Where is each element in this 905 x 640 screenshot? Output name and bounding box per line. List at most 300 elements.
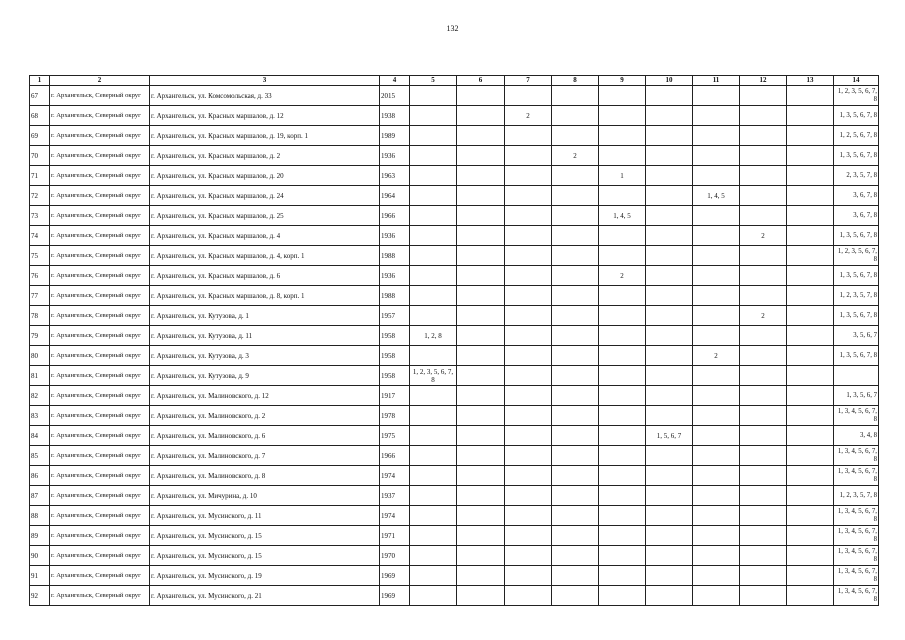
column-14-cell: 1, 3, 5, 6, 7, 8 [834, 226, 879, 246]
column-12-cell [740, 326, 787, 346]
column-9-cell [599, 446, 646, 466]
column-14-cell: 1, 3, 4, 5, 6, 7, 8 [834, 586, 879, 606]
column-6-cell [457, 566, 505, 586]
column-12-cell [740, 146, 787, 166]
column-header-1: 1 [30, 76, 50, 86]
column-8-cell [552, 446, 599, 466]
table-row [30, 486, 879, 506]
column-8-cell [552, 586, 599, 606]
column-header-12: 12 [740, 76, 787, 86]
column-13-cell [787, 246, 834, 266]
year-cell: 1958 [380, 346, 410, 366]
column-7-cell [505, 186, 552, 206]
address-cell: г. Архангельск, ул. Красных маршалов, д. 4, корп. 1 [150, 246, 380, 266]
column-12-cell [740, 486, 787, 506]
column-14-cell: 1, 3, 5, 6, 7, 8 [834, 146, 879, 166]
column-12-cell [740, 126, 787, 146]
district-cell: г. Архангельск, Северный округ [50, 266, 150, 286]
address-cell: г. Архангельск, ул. Кутузова, д. 3 [150, 346, 380, 366]
table-row [30, 146, 879, 166]
column-14-cell: 1, 3, 4, 5, 6, 7, 8 [834, 446, 879, 466]
address-cell: г. Архангельск, ул. Мусинского, д. 15 [150, 546, 380, 566]
district-cell: г. Архангельск, Северный округ [50, 386, 150, 406]
district-cell: г. Архангельск, Северный округ [50, 326, 150, 346]
column-5-cell [410, 406, 457, 426]
district-cell: г. Архангельск, Северный округ [50, 526, 150, 546]
district-cell: г. Архангельск, Северный округ [50, 206, 150, 226]
district-cell: г. Архангельск, Северный округ [50, 106, 150, 126]
column-12-cell [740, 386, 787, 406]
address-cell: г. Архангельск, ул. Мичурина, д. 10 [150, 486, 380, 506]
column-5-cell [410, 186, 457, 206]
column-11-cell [693, 206, 740, 226]
column-14-cell: 1, 3, 5, 6, 7, 8 [834, 306, 879, 326]
column-13-cell [787, 186, 834, 206]
column-8-cell [552, 486, 599, 506]
row-number-cell: 91 [30, 566, 50, 586]
column-5-cell [410, 86, 457, 106]
column-9-cell [599, 426, 646, 446]
column-9-cell [599, 526, 646, 546]
column-12-cell [740, 426, 787, 446]
column-6-cell [457, 146, 505, 166]
column-7-cell [505, 86, 552, 106]
column-13-cell [787, 486, 834, 506]
column-10-cell [646, 586, 693, 606]
column-10-cell [646, 226, 693, 246]
column-8-cell [552, 126, 599, 146]
column-11-cell [693, 146, 740, 166]
column-5-cell [410, 226, 457, 246]
column-9-cell [599, 326, 646, 346]
column-11-cell [693, 566, 740, 586]
column-11-cell [693, 166, 740, 186]
district-cell: г. Архангельск, Северный округ [50, 426, 150, 446]
table-row [30, 226, 879, 246]
column-7-cell [505, 466, 552, 486]
row-number-cell: 78 [30, 306, 50, 326]
column-6-cell [457, 546, 505, 566]
column-header-7: 7 [505, 76, 552, 86]
column-13-cell [787, 266, 834, 286]
column-header-5: 5 [410, 76, 457, 86]
column-7-cell [505, 446, 552, 466]
column-10-cell [646, 86, 693, 106]
column-9-cell [599, 506, 646, 526]
column-6-cell [457, 446, 505, 466]
column-11-cell: 1, 4, 5 [693, 186, 740, 206]
table-row [30, 306, 879, 326]
column-8-cell [552, 406, 599, 426]
column-14-cell: 1, 2, 3, 5, 7, 8 [834, 286, 879, 306]
row-number-cell: 92 [30, 586, 50, 606]
column-10-cell [646, 306, 693, 326]
column-8-cell [552, 566, 599, 586]
column-11-cell [693, 586, 740, 606]
column-7-cell [505, 266, 552, 286]
column-13-cell [787, 426, 834, 446]
column-13-cell [787, 226, 834, 246]
column-12-cell [740, 166, 787, 186]
column-9-cell [599, 546, 646, 566]
column-10-cell [646, 486, 693, 506]
row-number-cell: 87 [30, 486, 50, 506]
column-10-cell [646, 266, 693, 286]
column-7-cell [505, 486, 552, 506]
column-9-cell [599, 386, 646, 406]
year-cell: 1974 [380, 506, 410, 526]
column-13-cell [787, 146, 834, 166]
column-8-cell [552, 526, 599, 546]
column-5-cell: 1, 2, 3, 5, 6, 7, 8 [410, 366, 457, 386]
row-number-cell: 68 [30, 106, 50, 126]
table-body [30, 86, 879, 606]
district-cell: г. Архангельск, Северный округ [50, 186, 150, 206]
column-8-cell: 2 [552, 146, 599, 166]
column-13-cell [787, 366, 834, 386]
table-row [30, 106, 879, 126]
column-9-cell [599, 246, 646, 266]
column-9-cell [599, 126, 646, 146]
column-11-cell [693, 506, 740, 526]
column-10-cell [646, 126, 693, 146]
year-cell: 1974 [380, 466, 410, 486]
column-10-cell [646, 466, 693, 486]
year-cell: 1969 [380, 566, 410, 586]
column-10-cell [646, 246, 693, 266]
address-cell: г. Архангельск, ул. Красных маршалов, д. 2 [150, 146, 380, 166]
column-10-cell [646, 286, 693, 306]
column-13-cell [787, 406, 834, 426]
address-cell: г. Архангельск, ул. Малиновского, д. 2 [150, 406, 380, 426]
column-6-cell [457, 386, 505, 406]
column-13-cell [787, 286, 834, 306]
column-6-cell [457, 246, 505, 266]
column-14-cell: 1, 2, 5, 6, 7, 8 [834, 126, 879, 146]
column-14-cell: 2, 3, 5, 7, 8 [834, 166, 879, 186]
district-cell: г. Архангельск, Северный округ [50, 506, 150, 526]
column-12-cell [740, 406, 787, 426]
column-6-cell [457, 486, 505, 506]
table-row [30, 326, 879, 346]
column-14-cell: 1, 3, 4, 5, 6, 7, 8 [834, 566, 879, 586]
column-13-cell [787, 546, 834, 566]
column-header-11: 11 [693, 76, 740, 86]
column-header-10: 10 [646, 76, 693, 86]
year-cell: 1938 [380, 106, 410, 126]
column-5-cell [410, 306, 457, 326]
column-14-cell: 1, 3, 5, 6, 7, 8 [834, 266, 879, 286]
column-9-cell [599, 106, 646, 126]
year-cell: 1937 [380, 486, 410, 506]
column-7-cell [505, 366, 552, 386]
column-14-cell: 3, 6, 7, 8 [834, 206, 879, 226]
column-5-cell [410, 446, 457, 466]
column-14-cell: 3, 6, 7, 8 [834, 186, 879, 206]
table-row [30, 386, 879, 406]
table-row [30, 426, 879, 446]
table-row [30, 446, 879, 466]
year-cell: 1988 [380, 286, 410, 306]
column-12-cell [740, 446, 787, 466]
column-7-cell [505, 426, 552, 446]
year-cell: 1917 [380, 386, 410, 406]
column-13-cell [787, 446, 834, 466]
column-14-cell [834, 366, 879, 386]
column-5-cell [410, 346, 457, 366]
column-7-cell [505, 346, 552, 366]
row-number-cell: 81 [30, 366, 50, 386]
column-14-cell: 1, 3, 5, 6, 7, 8 [834, 106, 879, 126]
column-9-cell: 1 [599, 166, 646, 186]
column-13-cell [787, 86, 834, 106]
table-header [30, 76, 879, 86]
column-14-cell: 1, 3, 4, 5, 6, 7, 8 [834, 546, 879, 566]
column-10-cell [646, 186, 693, 206]
column-9-cell [599, 366, 646, 386]
column-9-cell [599, 226, 646, 246]
address-cell: г. Архангельск, ул. Красных маршалов, д. 24 [150, 186, 380, 206]
column-11-cell [693, 266, 740, 286]
district-cell: г. Архангельск, Северный округ [50, 446, 150, 466]
column-7-cell [505, 566, 552, 586]
column-10-cell [646, 526, 693, 546]
column-header-8: 8 [552, 76, 599, 86]
column-5-cell [410, 426, 457, 446]
column-11-cell [693, 366, 740, 386]
column-8-cell [552, 246, 599, 266]
column-12-cell [740, 586, 787, 606]
year-cell: 1978 [380, 406, 410, 426]
row-number-cell: 71 [30, 166, 50, 186]
column-7-cell [505, 526, 552, 546]
column-header-13: 13 [787, 76, 834, 86]
column-5-cell [410, 486, 457, 506]
column-9-cell [599, 286, 646, 306]
column-7-cell [505, 306, 552, 326]
row-number-cell: 70 [30, 146, 50, 166]
column-header-9: 9 [599, 76, 646, 86]
table-row [30, 406, 879, 426]
column-5-cell [410, 206, 457, 226]
row-number-cell: 84 [30, 426, 50, 446]
table-row [30, 506, 879, 526]
column-13-cell [787, 106, 834, 126]
column-6-cell [457, 86, 505, 106]
row-number-cell: 86 [30, 466, 50, 486]
column-9-cell [599, 586, 646, 606]
column-9-cell [599, 306, 646, 326]
row-number-cell: 74 [30, 226, 50, 246]
column-8-cell [552, 206, 599, 226]
address-cell: г. Архангельск, ул. Мусинского, д. 11 [150, 506, 380, 526]
column-12-cell [740, 366, 787, 386]
column-13-cell [787, 126, 834, 146]
column-9-cell [599, 486, 646, 506]
column-8-cell [552, 546, 599, 566]
column-10-cell [646, 386, 693, 406]
column-12-cell [740, 466, 787, 486]
column-6-cell [457, 206, 505, 226]
address-cell: г. Архангельск, ул. Малиновского, д. 12 [150, 386, 380, 406]
district-cell: г. Архангельск, Северный округ [50, 586, 150, 606]
column-header-14: 14 [834, 76, 879, 86]
column-8-cell [552, 286, 599, 306]
year-cell: 1963 [380, 166, 410, 186]
column-8-cell [552, 506, 599, 526]
column-7-cell: 2 [505, 106, 552, 126]
column-6-cell [457, 466, 505, 486]
column-9-cell [599, 186, 646, 206]
column-5-cell: 1, 2, 8 [410, 326, 457, 346]
row-number-cell: 85 [30, 446, 50, 466]
address-cell: г. Архангельск, ул. Красных маршалов, д. 25 [150, 206, 380, 226]
column-6-cell [457, 226, 505, 246]
column-12-cell [740, 266, 787, 286]
column-14-cell: 1, 3, 4, 5, 6, 7, 8 [834, 506, 879, 526]
column-5-cell [410, 106, 457, 126]
column-9-cell: 2 [599, 266, 646, 286]
column-11-cell [693, 106, 740, 126]
column-9-cell [599, 346, 646, 366]
column-14-cell: 1, 2, 3, 5, 6, 7, 8 [834, 246, 879, 266]
year-cell: 1969 [380, 586, 410, 606]
column-10-cell [646, 166, 693, 186]
column-6-cell [457, 286, 505, 306]
column-11-cell [693, 486, 740, 506]
column-5-cell [410, 286, 457, 306]
table-row [30, 526, 879, 546]
district-cell: г. Архангельск, Северный округ [50, 286, 150, 306]
address-cell: г. Архангельск, ул. Кутузова, д. 11 [150, 326, 380, 346]
column-6-cell [457, 306, 505, 326]
column-13-cell [787, 466, 834, 486]
column-13-cell [787, 566, 834, 586]
column-7-cell [505, 326, 552, 346]
column-5-cell [410, 466, 457, 486]
table-row [30, 586, 879, 606]
column-10-cell [646, 206, 693, 226]
address-cell: г. Архангельск, ул. Комсомольская, д. 33 [150, 86, 380, 106]
year-cell: 1957 [380, 306, 410, 326]
column-6-cell [457, 166, 505, 186]
column-9-cell [599, 466, 646, 486]
district-cell: г. Архангельск, Северный округ [50, 346, 150, 366]
row-number-cell: 73 [30, 206, 50, 226]
year-cell: 1971 [380, 526, 410, 546]
address-cell: г. Архангельск, ул. Красных маршалов, д. 6 [150, 266, 380, 286]
column-6-cell [457, 346, 505, 366]
column-5-cell [410, 546, 457, 566]
row-number-cell: 67 [30, 86, 50, 106]
year-cell: 1958 [380, 326, 410, 346]
column-6-cell [457, 586, 505, 606]
column-8-cell [552, 366, 599, 386]
row-number-cell: 88 [30, 506, 50, 526]
column-11-cell [693, 226, 740, 246]
table-row [30, 266, 879, 286]
column-10-cell [646, 446, 693, 466]
column-8-cell [552, 166, 599, 186]
district-cell: г. Архангельск, Северный округ [50, 226, 150, 246]
row-number-cell: 80 [30, 346, 50, 366]
column-13-cell [787, 206, 834, 226]
column-10-cell [646, 146, 693, 166]
year-cell: 1958 [380, 366, 410, 386]
column-12-cell [740, 206, 787, 226]
column-5-cell [410, 166, 457, 186]
row-number-cell: 72 [30, 186, 50, 206]
year-cell: 1936 [380, 266, 410, 286]
row-number-cell: 75 [30, 246, 50, 266]
address-cell: г. Архангельск, ул. Красных маршалов, д. 12 [150, 106, 380, 126]
address-cell: г. Архангельск, ул. Мусинского, д. 15 [150, 526, 380, 546]
column-header-4: 4 [380, 76, 410, 86]
address-cell: г. Архангельск, ул. Красных маршалов, д. 19, корп. 1 [150, 126, 380, 146]
row-number-cell: 82 [30, 386, 50, 406]
address-cell: г. Архангельск, ул. Малиновского, д. 6 [150, 426, 380, 446]
column-13-cell [787, 586, 834, 606]
column-9-cell [599, 406, 646, 426]
column-10-cell [646, 346, 693, 366]
table-row [30, 566, 879, 586]
table-row [30, 366, 879, 386]
district-cell: г. Архангельск, Северный округ [50, 486, 150, 506]
column-11-cell [693, 386, 740, 406]
column-5-cell [410, 526, 457, 546]
column-7-cell [505, 166, 552, 186]
table-row [30, 166, 879, 186]
column-5-cell [410, 266, 457, 286]
column-5-cell [410, 566, 457, 586]
table-row [30, 86, 879, 106]
column-12-cell [740, 546, 787, 566]
address-cell: г. Архангельск, ул. Красных маршалов, д. 20 [150, 166, 380, 186]
column-7-cell [505, 586, 552, 606]
district-cell: г. Архангельск, Северный округ [50, 306, 150, 326]
column-14-cell: 3, 5, 6, 7 [834, 326, 879, 346]
district-cell: г. Архангельск, Северный округ [50, 566, 150, 586]
column-12-cell [740, 506, 787, 526]
column-13-cell [787, 526, 834, 546]
table-row [30, 466, 879, 486]
column-11-cell [693, 466, 740, 486]
address-cell: г. Архангельск, ул. Мусинского, д. 19 [150, 566, 380, 586]
column-13-cell [787, 386, 834, 406]
address-cell: г. Архангельск, ул. Красных маршалов, д. 8, корп. 1 [150, 286, 380, 306]
column-8-cell [552, 346, 599, 366]
address-cell: г. Архангельск, ул. Кутузова, д. 1 [150, 306, 380, 326]
column-8-cell [552, 426, 599, 446]
column-6-cell [457, 506, 505, 526]
row-number-cell: 90 [30, 546, 50, 566]
column-8-cell [552, 466, 599, 486]
column-14-cell: 1, 3, 5, 6, 7 [834, 386, 879, 406]
header-row [30, 76, 879, 86]
column-7-cell [505, 546, 552, 566]
column-13-cell [787, 326, 834, 346]
year-cell: 1975 [380, 426, 410, 446]
district-cell: г. Архангельск, Северный округ [50, 366, 150, 386]
column-14-cell: 1, 3, 4, 5, 6, 7, 8 [834, 526, 879, 546]
column-11-cell [693, 306, 740, 326]
table-row [30, 286, 879, 306]
column-12-cell [740, 286, 787, 306]
column-6-cell [457, 126, 505, 146]
year-cell: 2015 [380, 86, 410, 106]
column-12-cell [740, 106, 787, 126]
table-row [30, 206, 879, 226]
